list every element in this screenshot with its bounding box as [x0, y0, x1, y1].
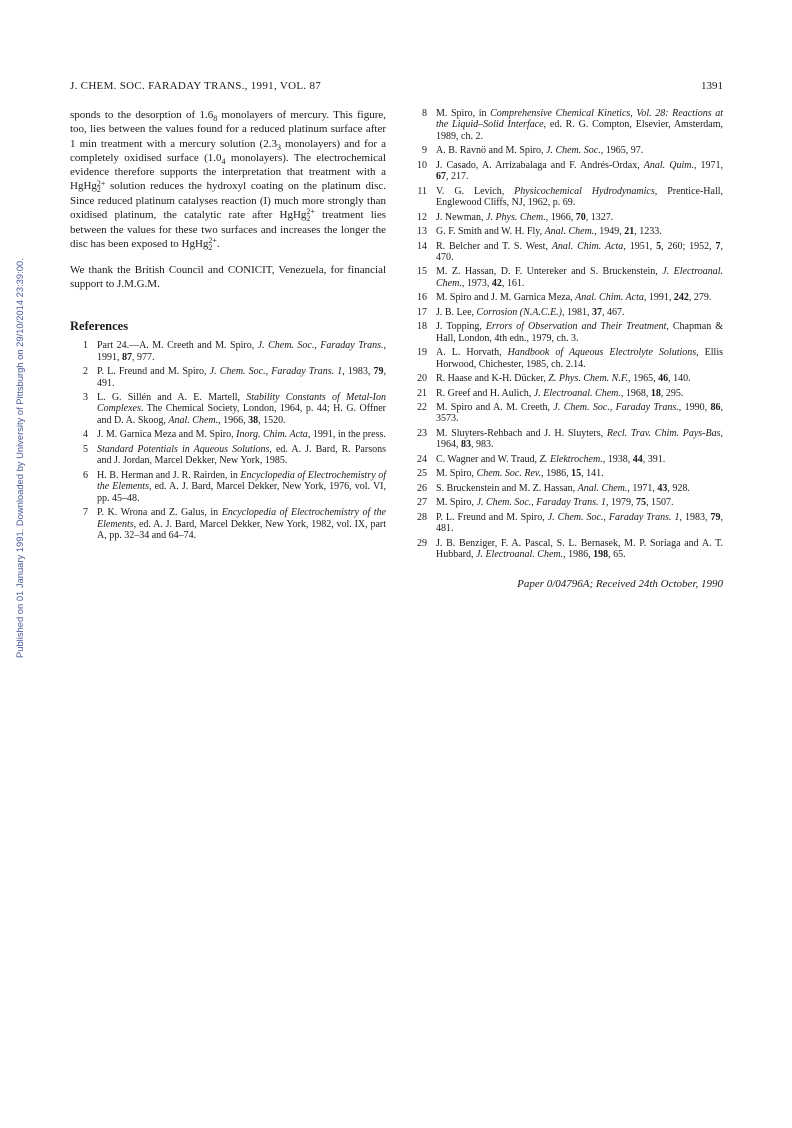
right-column	[413, 108, 723, 591]
reference-item	[413, 497, 723, 508]
reference-number: 14	[417, 240, 427, 252]
volume-number: 21	[624, 226, 635, 238]
text-run: J. Newman,	[436, 211, 486, 223]
reference-text	[436, 347, 723, 370]
text-run: .	[216, 238, 220, 251]
text-run: , 1986,	[563, 548, 594, 560]
download-watermark	[2, 240, 25, 660]
text-run: M. Spiro,	[436, 468, 477, 480]
text-run: , Chapman & Hall, London, 4th edn., 1979, ch. 3.	[436, 321, 723, 344]
reference-text	[436, 212, 723, 223]
reference-item	[413, 292, 723, 303]
text-run: , 279.	[688, 292, 712, 304]
text-run: , ed. A. J. Bard, Marcel Dekker, New York, 1976, vol. VI, pp. 45–48.	[97, 481, 386, 504]
italic-text: J. Chem. Soc., Faraday Trans. 1	[476, 497, 607, 509]
reference-number: 2	[83, 366, 88, 378]
italic-text: Encyclopedia of Electrochemistry of the Elements	[97, 507, 386, 530]
text-run: L. G. Sillén and A. E. Martell,	[97, 391, 247, 403]
text-run: , 1981,	[562, 306, 593, 318]
reference-text	[436, 388, 723, 399]
text-run: , 983.	[471, 439, 494, 451]
italic-text: Anal. Chem.	[544, 226, 595, 238]
reference-text	[436, 497, 723, 508]
text-run: , 1938,	[602, 453, 633, 465]
ion-formula: Hg 2+ 2	[83, 178, 106, 195]
reference-text	[436, 266, 723, 289]
text-run: , 1966,	[545, 211, 576, 223]
reference-number: 9	[422, 145, 427, 157]
text-run: , 1991,	[97, 340, 386, 363]
italic-text: Recl. Trav. Chim. Pays-Bas	[606, 427, 721, 439]
italic-text: Handbook of Aqueous Electrolyte Solutions	[507, 347, 697, 359]
volume-number: 46	[658, 373, 669, 385]
text-run: , 1973,	[461, 277, 492, 289]
volume-number: 83	[461, 439, 471, 451]
ion-formula: Hg 2+ 2	[194, 236, 217, 252]
text-run: , 1520.	[258, 414, 286, 426]
body-paragraph	[70, 108, 386, 252]
paper-received-info: Paper 0/04796A; Received 24th October, 1990	[517, 578, 723, 591]
text-run: , 1965, 97.	[600, 145, 644, 157]
volume-number: 15	[571, 468, 582, 480]
text-run: P. L. Freund and M. Spiro,	[97, 366, 210, 378]
volume-number: 67	[436, 171, 446, 183]
text-run: We thank the British Council and CONICIT, Venezuela, for financial support to J.M.G.M.	[70, 263, 386, 290]
reference-number: 26	[417, 482, 427, 494]
italic-text: Comprehensive Chemical Kinetics, Vol. 28: Reactions at the Liquid–Solid Interface	[436, 108, 723, 131]
volume-number: 7	[715, 240, 721, 252]
reference-item	[413, 402, 723, 425]
volume-number: 43	[657, 482, 668, 494]
reference-list-left	[70, 340, 386, 541]
italic-text: Anal. Quim.	[643, 159, 694, 171]
text-run: , 1951,	[623, 240, 657, 252]
reference-item	[413, 212, 723, 223]
text-run: , 1233.	[634, 226, 662, 238]
italic-text: Stability Constants of Metal-Ion Complexes	[97, 391, 386, 415]
italic-text: Corrosion (N.A.C.E.)	[476, 306, 563, 318]
text-run: G. F. Smith and W. H. Fly,	[436, 226, 545, 238]
reference-number: 1	[83, 340, 88, 352]
italic-text: Z. Elektrochem.	[539, 453, 603, 465]
text-run: , ed. A. J. Bard, Marcel Dekker, New York, 1982, vol. IX, part A, pp. 32–34 and 64–74.	[97, 518, 386, 541]
subscript: 4	[221, 157, 226, 167]
text-run: , ed. A. J. Bard, R. Parsons and J. Jordan, Marcel Dekker, New York, 1985.	[97, 443, 386, 467]
volume-number: 44	[632, 453, 643, 465]
text-run: , 1965,	[628, 373, 659, 385]
reference-item	[413, 266, 723, 289]
italic-text: J. Phys. Chem.	[486, 211, 546, 223]
text-run: M. Spiro and J. M. Garnica Meza,	[436, 292, 576, 304]
italic-text: Anal. Chem.	[577, 482, 628, 494]
italic-text: J. Electroanal. Chem.	[476, 548, 564, 560]
reference-item	[413, 160, 723, 183]
volume-number: 86	[710, 401, 721, 413]
volume-number: 5	[656, 240, 662, 252]
text-run: , Prentice-Hall, Englewood Cliffs, NJ, 1962, p. 69.	[436, 185, 724, 209]
reference-text	[97, 366, 386, 389]
references-heading: References	[70, 319, 129, 334]
reference-item	[413, 388, 723, 399]
text-run: , 1966,	[218, 414, 249, 426]
reference-text	[436, 538, 723, 561]
volume-number: 79	[710, 511, 721, 523]
reference-text	[436, 321, 723, 344]
text-run: R. Haase and K-H. Dücker,	[436, 373, 549, 385]
text-run: J. Casado, A. Arrizabalaga and F. Andrés-Ordax,	[436, 159, 644, 171]
ion-formula: Hg 2+ 2	[292, 207, 315, 224]
italic-text: Inorg. Chim. Acta	[236, 429, 308, 441]
reference-text	[97, 444, 386, 467]
reference-item	[70, 470, 386, 504]
reference-number: 23	[417, 427, 427, 439]
reference-item	[70, 429, 386, 440]
reference-text	[436, 108, 723, 142]
text-run: , 1979,	[606, 497, 637, 509]
text-run: , 140.	[668, 373, 691, 385]
text-run: V. G. Levich,	[436, 185, 515, 197]
text-run: , 928.	[667, 482, 690, 494]
text-run: monolayers). The electrochemical evidence therefore supports the interpretation that treatment with a Hg	[70, 151, 386, 193]
reference-number: 19	[417, 347, 427, 359]
reference-number: 11	[417, 185, 427, 197]
reference-number: 4	[83, 429, 88, 441]
volume-number: 198	[593, 548, 609, 560]
volume-number: 70	[575, 211, 586, 223]
italic-text: Anal. Chim. Acta	[551, 240, 624, 252]
text-run: monolayers of mercury. This figure, too, lies between the values found for a reduced platinum surface after 1 min treatment with a mercury solution (2.3	[70, 109, 386, 150]
reference-number: 25	[417, 468, 427, 480]
text-run: J. M. Garnica Meza and M. Spiro,	[97, 429, 237, 441]
text-run: A. B. Ravnö and M. Spiro,	[436, 145, 546, 157]
text-run: Part 24.—A. M. Creeth and M. Spiro,	[97, 340, 258, 352]
left-column	[70, 108, 386, 544]
reference-number: 28	[417, 511, 427, 523]
text-run: , 1327.	[585, 211, 614, 223]
text-run: . The Chemical Society, London, 1964, p. 44; H. G. Offner and D. A. Skoog,	[97, 403, 386, 426]
reference-text	[97, 392, 386, 426]
reference-text	[436, 428, 723, 451]
reference-text	[97, 340, 386, 363]
reference-item	[413, 321, 723, 344]
text-run: , 481.	[436, 511, 723, 535]
download-watermark-text: Published on 01 January 1991. Downloaded by University of Pittsburgh on 29/10/2014 23:39:00.	[14, 258, 25, 658]
text-run: , 161.	[501, 277, 525, 289]
text-run: , 1991, in the press.	[307, 429, 386, 441]
reference-number: 21	[417, 387, 427, 399]
text-run: , Ellis Horwood, Chichester, 1985, ch. 2.14.	[436, 347, 723, 370]
reference-item	[413, 483, 723, 494]
text-run: R. Belcher and T. S. West,	[436, 240, 552, 252]
text-run: , 1971,	[693, 159, 724, 171]
reference-item	[413, 307, 723, 318]
italic-text: Chem. Soc. Rev.	[476, 468, 542, 480]
text-run: monolayers) and for a completely oxidised surface (1.0	[70, 137, 386, 164]
text-run: , 491.	[97, 366, 386, 389]
page-number: 1391	[701, 80, 723, 92]
reference-number: 10	[417, 159, 427, 171]
text-run: M. Spiro, in	[436, 108, 491, 119]
reference-item	[413, 468, 723, 479]
text-run: , 467.	[602, 306, 625, 318]
text-run: sponds to the desorption of 1.6	[70, 109, 214, 121]
reference-text	[436, 468, 723, 479]
text-run: , 977.	[132, 351, 155, 363]
text-run: M. Sluyters-Rehbach and J. H. Sluyters,	[436, 427, 607, 439]
text-run: , 1983,	[342, 366, 374, 378]
reference-number: 17	[417, 306, 427, 318]
reference-text	[436, 292, 723, 303]
reference-text	[436, 454, 723, 465]
text-run: solution reduces the hydroxyl coating on the platinum disc. Since reduced platinum catalyses reaction (I) much more strongly than oxidised platinum, the catalytic rate after Hg	[70, 180, 386, 222]
reference-number: 22	[417, 401, 427, 413]
reference-item	[413, 145, 723, 156]
acknowledgement-paragraph	[70, 263, 386, 292]
italic-text: J. Chem. Soc., Faraday Trans.	[553, 401, 679, 413]
italic-text: Errors of Observation and Their Treatment	[485, 321, 667, 333]
volume-number: 18	[650, 387, 661, 399]
reference-text	[436, 373, 723, 384]
reference-number: 20	[417, 373, 427, 385]
italic-text: J. Chem. Soc., Faraday Trans.	[257, 340, 384, 352]
text-run: J. B. Lee,	[436, 306, 477, 318]
reference-number: 6	[83, 469, 88, 481]
text-run: , 1949,	[594, 226, 625, 238]
text-run: A. L. Horvath,	[436, 347, 508, 359]
reference-text	[436, 512, 723, 535]
reference-number: 16	[417, 292, 427, 304]
reference-number: 5	[83, 443, 88, 455]
reference-number: 29	[417, 537, 427, 549]
reference-number: 3	[83, 391, 88, 403]
volume-number: 87	[122, 351, 132, 363]
text-run: M. Spiro,	[436, 497, 477, 509]
reference-number: 18	[417, 321, 427, 333]
text-run: S. Bruckenstein and M. Z. Hassan,	[436, 482, 578, 494]
text-run: M. Spiro and A. M. Creeth,	[436, 401, 554, 413]
text-run: H. B. Herman and J. R. Rairden, in	[97, 469, 241, 481]
text-run: , 1964,	[436, 427, 723, 451]
reference-item	[70, 444, 386, 467]
reference-item	[413, 512, 723, 535]
reference-text	[436, 145, 723, 156]
italic-text: J. Electroanal. Chem.	[533, 387, 621, 399]
reference-item	[413, 454, 723, 465]
reference-item	[413, 428, 723, 451]
volume-number: 37	[592, 306, 603, 318]
text-run: , 1968,	[620, 387, 651, 399]
reference-item	[70, 366, 386, 389]
italic-text: Anal. Chim. Acta	[575, 292, 644, 304]
text-run: M. Z. Hassan, D. F. Untereker and S. Bruckenstein,	[436, 266, 663, 278]
text-run: , 260; 1952,	[661, 240, 716, 252]
volume-number: 75	[636, 497, 647, 509]
reference-item	[70, 392, 386, 426]
text-run: , 391.	[642, 453, 666, 465]
reference-item	[413, 186, 723, 209]
italic-text: J. Electroanal. Chem.	[436, 266, 724, 289]
italic-text: J. Chem. Soc., Faraday Trans. 1	[547, 511, 680, 523]
reference-number: 27	[417, 497, 427, 509]
volume-number: 42	[491, 277, 502, 289]
reference-number: 12	[417, 211, 427, 223]
text-run: P. L. Freund and M. Spiro,	[436, 511, 548, 523]
reference-item	[413, 226, 723, 237]
text-run: , 295.	[660, 387, 684, 399]
text-run: , 1991,	[643, 292, 674, 304]
reference-item	[413, 347, 723, 370]
reference-text	[436, 241, 723, 264]
italic-text: Standard Potentials in Aqueous Solutions	[97, 443, 270, 455]
volume-number: 79	[373, 366, 384, 378]
reference-item	[413, 108, 723, 142]
reference-text	[436, 402, 723, 425]
reference-text	[97, 507, 386, 541]
reference-number: 7	[83, 507, 88, 519]
journal-citation: J. CHEM. SOC. FARADAY TRANS., 1991, VOL. 87	[70, 80, 322, 92]
reference-text	[97, 429, 386, 440]
text-run: treatment lies between the values for these two surfaces and increases the longer the disc has been exposed to Hg	[70, 209, 387, 251]
text-run: , 1990,	[678, 401, 711, 413]
subscript: 8	[213, 114, 218, 124]
text-run: J. Topping,	[436, 321, 486, 333]
text-run: , 1507.	[646, 497, 674, 509]
reference-list-right	[413, 108, 723, 560]
reference-number: 8	[422, 108, 427, 119]
running-header	[70, 79, 723, 93]
reference-number: 24	[417, 453, 427, 465]
volume-number: 38	[248, 414, 259, 426]
text-run: , 217.	[446, 171, 469, 183]
reference-item	[413, 538, 723, 561]
subscript: 3	[276, 142, 281, 152]
italic-text: Encyclopedia of Electrochemistry of the Elements	[97, 469, 386, 493]
text-run: R. Greef and H. Aulich,	[436, 387, 534, 399]
text-run: , 1986,	[541, 468, 572, 480]
reference-text	[436, 160, 723, 183]
reference-text	[436, 186, 723, 209]
reference-text	[436, 307, 723, 318]
reference-text	[97, 470, 386, 504]
text-run: C. Wagner and W. Traud,	[436, 453, 540, 465]
text-run: , ed. R. G. Compton, Elsevier, Amsterdam, 1989, ch. 2.	[436, 119, 723, 142]
text-run: , 470.	[436, 240, 724, 263]
reference-number: 13	[417, 226, 427, 238]
text-run: , 65.	[608, 548, 626, 560]
text-run: , 1983,	[679, 511, 711, 523]
reference-text	[436, 226, 723, 237]
volume-number: 242	[673, 292, 689, 304]
text-run: J. B. Benziger, F. A. Pascal, S. L. Bernasek, M. P. Soriaga and A. T. Hubbard,	[436, 537, 723, 560]
italic-text: Z. Phys. Chem. N.F.	[548, 373, 629, 385]
italic-text: Anal. Chem.	[168, 414, 219, 426]
text-run: P. K. Wrona and Z. Galus, in	[97, 507, 222, 519]
reference-item	[70, 340, 386, 363]
italic-text: J. Chem. Soc.	[546, 145, 601, 157]
reference-item	[413, 241, 723, 264]
reference-item	[70, 507, 386, 541]
text-run: , 3573.	[436, 401, 724, 425]
reference-number: 15	[417, 266, 427, 278]
text-run: , 1971,	[627, 482, 658, 494]
reference-item	[413, 373, 723, 384]
italic-text: J. Chem. Soc., Faraday Trans. 1	[209, 366, 343, 378]
text-run: , 141.	[581, 468, 604, 480]
reference-text	[436, 483, 723, 494]
italic-text: Physicochemical Hydrodynamics	[514, 185, 655, 197]
